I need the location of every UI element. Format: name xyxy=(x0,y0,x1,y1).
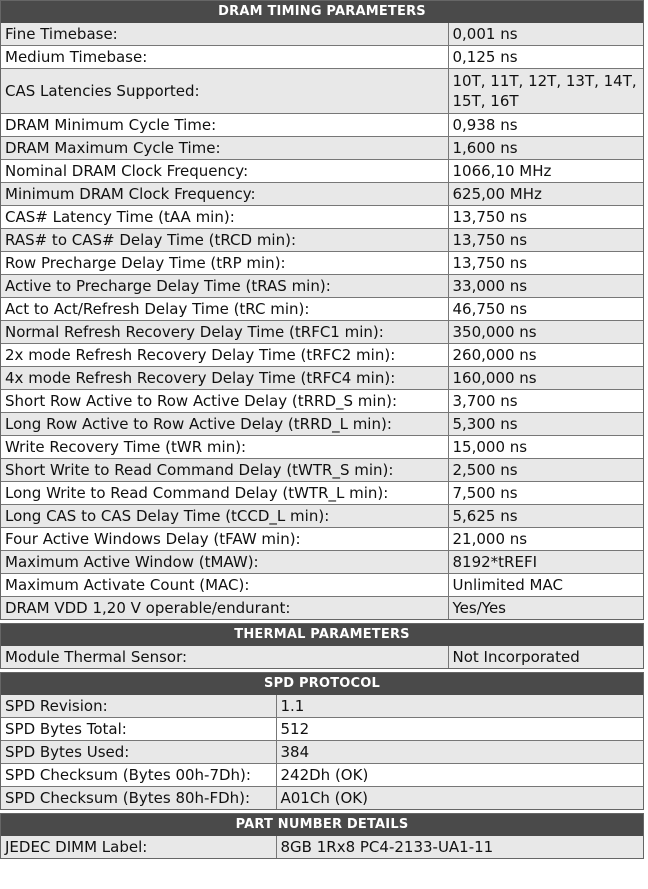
table-row xyxy=(1,646,643,668)
row-label: JEDEC DIMM Label: xyxy=(1,836,276,858)
table-row xyxy=(1,413,643,436)
spd-protocol-section xyxy=(0,672,644,810)
row-value: 0,938 ns xyxy=(448,114,643,137)
table-row xyxy=(1,574,643,597)
row-label: DRAM VDD 1,20 V operable/endurant: xyxy=(1,597,448,620)
table-row xyxy=(1,229,643,252)
row-value: 5,625 ns xyxy=(448,505,643,528)
row-value: 0,001 ns xyxy=(448,23,643,46)
table-row xyxy=(1,23,643,46)
row-label: Short Row Active to Row Active Delay (tRRD_S min): xyxy=(1,390,448,413)
table-row xyxy=(1,459,643,482)
row-value: 21,000 ns xyxy=(448,528,643,551)
table-row xyxy=(1,436,643,459)
row-label: Short Write to Read Command Delay (tWTR_S min): xyxy=(1,459,448,482)
row-label: 4x mode Refresh Recovery Delay Time (tRFC4 min): xyxy=(1,367,448,390)
row-value: 15,000 ns xyxy=(448,436,643,459)
table-row xyxy=(1,787,643,810)
table-row xyxy=(1,528,643,551)
row-label: SPD Checksum (Bytes 00h-7Dh): xyxy=(1,764,276,787)
row-value: 33,000 ns xyxy=(448,275,643,298)
row-value: 13,750 ns xyxy=(448,252,643,275)
row-label: Long Row Active to Row Active Delay (tRRD_L min): xyxy=(1,413,448,436)
section-header: THERMAL PARAMETERS xyxy=(1,624,643,646)
row-value: 5,300 ns xyxy=(448,413,643,436)
row-value: 384 xyxy=(276,741,643,764)
table-row xyxy=(1,482,643,505)
row-value: 625,00 MHz xyxy=(448,183,643,206)
part-number-section xyxy=(0,813,644,859)
section-header: SPD PROTOCOL xyxy=(1,673,643,695)
spd-protocol-table xyxy=(1,695,643,809)
row-value: 8GB 1Rx8 PC4-2133-UA1-11 xyxy=(276,836,643,858)
table-row xyxy=(1,551,643,574)
row-value: 3,700 ns xyxy=(448,390,643,413)
table-row xyxy=(1,206,643,229)
row-label: Medium Timebase: xyxy=(1,46,448,69)
table-row xyxy=(1,321,643,344)
row-label: SPD Bytes Used: xyxy=(1,741,276,764)
row-value: 13,750 ns xyxy=(448,229,643,252)
part-number-table xyxy=(1,836,643,858)
table-row xyxy=(1,252,643,275)
table-row xyxy=(1,114,643,137)
table-row xyxy=(1,836,643,858)
row-label: Active to Precharge Delay Time (tRAS min): xyxy=(1,275,448,298)
row-label: RAS# to CAS# Delay Time (tRCD min): xyxy=(1,229,448,252)
row-label: SPD Checksum (Bytes 80h-FDh): xyxy=(1,787,276,810)
row-label: Long CAS to CAS Delay Time (tCCD_L min): xyxy=(1,505,448,528)
row-value: 1,600 ns xyxy=(448,137,643,160)
row-value: 7,500 ns xyxy=(448,482,643,505)
table-row xyxy=(1,764,643,787)
row-value: 2,500 ns xyxy=(448,459,643,482)
row-label: Maximum Activate Count (MAC): xyxy=(1,574,448,597)
table-row xyxy=(1,505,643,528)
row-label: Write Recovery Time (tWR min): xyxy=(1,436,448,459)
row-value: 10T, 11T, 12T, 13T, 14T, 15T, 16T xyxy=(448,69,643,114)
table-row xyxy=(1,344,643,367)
row-label: Long Write to Read Command Delay (tWTR_L min): xyxy=(1,482,448,505)
row-label: SPD Bytes Total: xyxy=(1,718,276,741)
table-row xyxy=(1,46,643,69)
row-value: 260,000 ns xyxy=(448,344,643,367)
row-label: Act to Act/Refresh Delay Time (tRC min): xyxy=(1,298,448,321)
dram-timing-table xyxy=(1,23,643,619)
row-value: Yes/Yes xyxy=(448,597,643,620)
table-row xyxy=(1,367,643,390)
table-row xyxy=(1,298,643,321)
row-value: 242Dh (OK) xyxy=(276,764,643,787)
row-value: 350,000 ns xyxy=(448,321,643,344)
table-row xyxy=(1,160,643,183)
row-label: SPD Revision: xyxy=(1,695,276,718)
row-value: 1066,10 MHz xyxy=(448,160,643,183)
row-label: CAS Latencies Supported: xyxy=(1,69,448,114)
row-label: Row Precharge Delay Time (tRP min): xyxy=(1,252,448,275)
row-value: 0,125 ns xyxy=(448,46,643,69)
thermal-table xyxy=(1,646,643,668)
row-value: Unlimited MAC xyxy=(448,574,643,597)
row-label: 2x mode Refresh Recovery Delay Time (tRFC2 min): xyxy=(1,344,448,367)
row-label: Module Thermal Sensor: xyxy=(1,646,448,668)
section-header: DRAM TIMING PARAMETERS xyxy=(1,1,643,23)
row-label: Nominal DRAM Clock Frequency: xyxy=(1,160,448,183)
row-value: A01Ch (OK) xyxy=(276,787,643,810)
row-value: 160,000 ns xyxy=(448,367,643,390)
section-header: PART NUMBER DETAILS xyxy=(1,814,643,836)
table-row xyxy=(1,597,643,620)
row-label: Normal Refresh Recovery Delay Time (tRFC1 min): xyxy=(1,321,448,344)
row-label: CAS# Latency Time (tAA min): xyxy=(1,206,448,229)
row-value: 1.1 xyxy=(276,695,643,718)
row-label: Maximum Active Window (tMAW): xyxy=(1,551,448,574)
row-label: Minimum DRAM Clock Frequency: xyxy=(1,183,448,206)
row-label: Four Active Windows Delay (tFAW min): xyxy=(1,528,448,551)
table-row xyxy=(1,718,643,741)
table-row xyxy=(1,183,643,206)
table-row xyxy=(1,695,643,718)
row-label: DRAM Minimum Cycle Time: xyxy=(1,114,448,137)
thermal-section xyxy=(0,623,644,669)
row-value: 512 xyxy=(276,718,643,741)
row-value: 46,750 ns xyxy=(448,298,643,321)
row-value: 13,750 ns xyxy=(448,206,643,229)
table-row xyxy=(1,390,643,413)
row-label: DRAM Maximum Cycle Time: xyxy=(1,137,448,160)
row-value: 8192*tREFI xyxy=(448,551,643,574)
table-row xyxy=(1,741,643,764)
row-label: Fine Timebase: xyxy=(1,23,448,46)
row-value: Not Incorporated xyxy=(448,646,643,668)
table-row xyxy=(1,69,643,114)
table-row xyxy=(1,137,643,160)
table-row xyxy=(1,275,643,298)
